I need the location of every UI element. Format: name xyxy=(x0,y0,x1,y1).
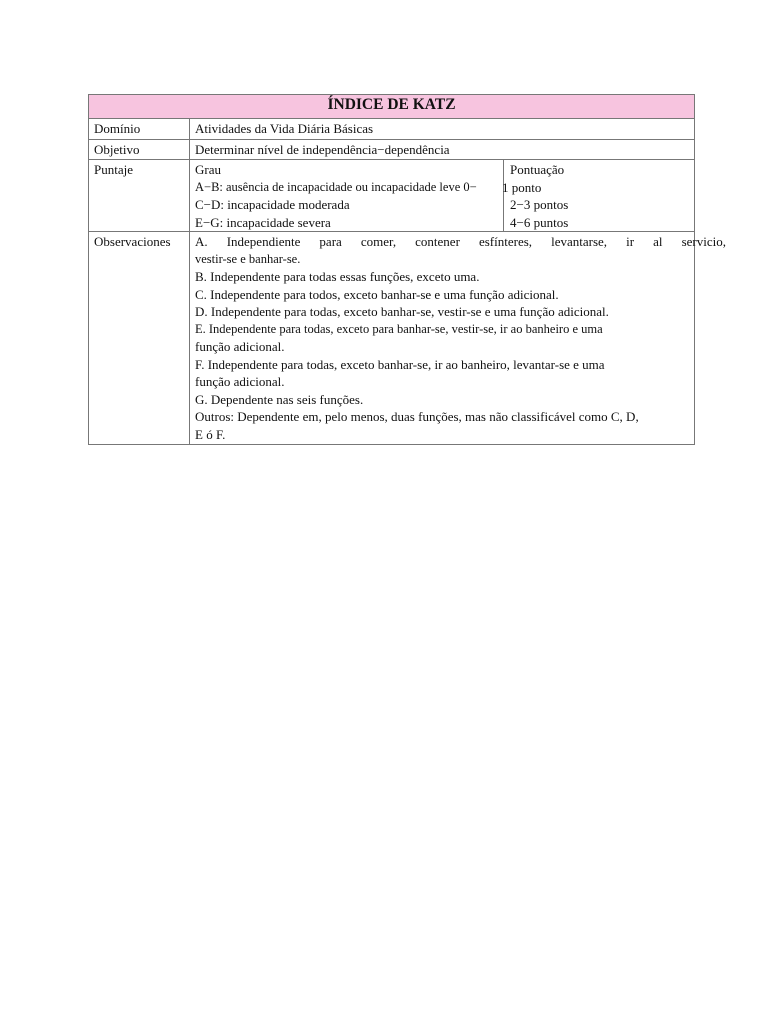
observacion-line: C. Independente para todos, exceto banhar-se e uma função adicional. xyxy=(195,286,559,302)
puntaje-label: Puntaje xyxy=(89,160,190,232)
observacion-line: vestir-se e banhar-se. xyxy=(195,251,301,266)
pontuacao-item: 1 ponto xyxy=(502,179,542,195)
grau-item: E−G: incapacidade severa xyxy=(195,214,331,230)
observacion-line: B. Independente para todas essas funções, exceto uma. xyxy=(195,269,480,284)
grau-item: C−D: incapacidade moderada xyxy=(195,197,350,212)
observacion-line: E ó F. xyxy=(195,426,226,442)
pontuacao-column xyxy=(503,159,694,232)
dominio-value: Atividades da Vida Diária Básicas xyxy=(190,119,695,140)
objetivo-row xyxy=(89,139,695,160)
observacion-line: E. Independente para todas, exceto para banhar-se, vestir-se, ir ao banheiro e uma xyxy=(195,321,603,336)
pontuacao-header: Pontuação xyxy=(510,162,565,177)
observacion-line: D. Independente para todas, exceto banhar-se, vestir-se e uma função adicional. xyxy=(195,304,609,319)
objetivo-label: Objetivo xyxy=(89,139,190,160)
observaciones-cell xyxy=(190,232,726,445)
dominio-label: Domínio xyxy=(89,119,190,140)
pontuacao-item: 4−6 puntos xyxy=(510,214,569,230)
grade-table xyxy=(195,160,694,231)
pontuacao-item: 2−3 pontos xyxy=(510,197,569,212)
observacion-line: Outros: Dependente em, pelo menos, duas funções, mas não classificável como C, D, xyxy=(195,409,639,424)
observacion-line: função adicional. xyxy=(195,374,285,389)
katz-index-table xyxy=(88,94,726,445)
observacion-line: A. Independiente para comer, contener esfínteres, levantarse, ir al servicio, xyxy=(195,234,726,249)
observacion-line: função adicional. xyxy=(195,339,285,354)
puntaje-row xyxy=(89,160,695,232)
observacion-line: G. Dependente nas seis funções. xyxy=(195,391,364,407)
grau-header: Grau xyxy=(195,162,221,177)
grau-item: A−B: ausência de incapacidade ou incapacidade leve 0− xyxy=(195,179,477,194)
table-title: ÍNDICE DE KATZ xyxy=(89,95,695,119)
observaciones-label: Observaciones xyxy=(89,232,190,445)
dominio-row xyxy=(89,119,695,140)
observaciones-row xyxy=(89,232,695,445)
puntaje-cell xyxy=(190,160,695,232)
grau-column xyxy=(195,160,503,231)
objetivo-value: Determinar nível de independência−dependência xyxy=(190,139,695,160)
title-row xyxy=(89,95,695,119)
observacion-line: F. Independente para todas, exceto banhar-se, ir ao banheiro, levantar-se e uma xyxy=(195,356,605,372)
